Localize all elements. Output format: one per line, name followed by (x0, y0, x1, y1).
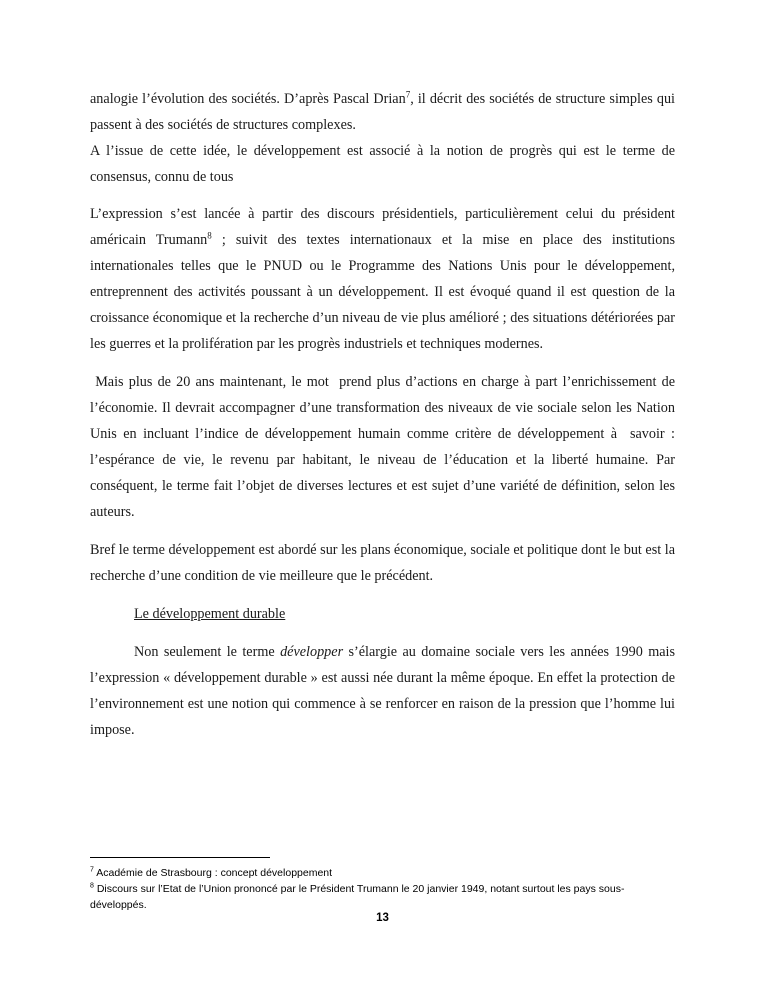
footnote-8: $^8$ Discours sur l’Etat de l’Union prononcé par le Président Trumann le 20 janvier 1949, notant surtout les pays sous-développés. (90, 882, 625, 911)
footnote-7: $^7$ Académie de Strasbourg : concept développement (90, 866, 333, 879)
paragraph-4: Mais plus de 20 ans maintenant, le mot prend plus d’actions en charge à part l’enrichissement de l’économie. Il devrait accompagner d’une transformation des niveaux de vie sociale selon les Nation Unis en incluant l’indice de développement humain comme critère de développement à savoir : l’espérance de vie, le revenu par habitant, le niveau de l’éducation et la liberté humaine. Par conséquent, le terme fait l’objet de diverses lectures et est sujet d’une variété de définition, selon les auteurs. (90, 374, 679, 520)
paragraph-2: A l’issue de cette idée, le développement est associé à la notion de progrès qui est le terme de consensus, connu de tous (90, 143, 675, 185)
footnotes (90, 865, 675, 913)
paragraph-5: Bref le terme développement est abordé sur les plans économique, sociale et politique dont le but est la recherche d’une condition de vie meilleure que le précédent. (90, 542, 675, 584)
body-text-5 (90, 639, 675, 743)
footnote-ref-8: 8 (207, 230, 212, 241)
body-text (90, 86, 675, 190)
page-number: 13 (376, 912, 389, 924)
section-heading: Le développement durable (134, 606, 286, 622)
paragraph-1: analogie l’évolution des sociétés. D’après Pascal Drian$^7$, il décrit des sociétés de structure simples qui passent à des sociétés de structures complexes. (90, 89, 676, 133)
footnote-separator (90, 857, 270, 858)
body-text-4 (90, 537, 675, 589)
body-text-3 (90, 369, 679, 525)
paragraph-6: Non seulement le terme développer s’élargie au domaine sociale vers les années 1990 mais l’expression « développement durable » est aussi née durant la même époque. En effet la protection de l’environnement est une notion qui commence à se renforcer en raison de la pression que l’homme lui impose. (90, 644, 675, 738)
footnote-ref-7: 7 (405, 89, 411, 100)
paragraph-3: L’expression s’est lancée à partir des discours présidentiels, particulièrement celui du président américain Trumann$^8$ ; suivit des textes internationaux et la mise en place des institutions internationales telles que le PNUD ou le Programme des Nations Unis pour le développement, entreprennent des activités poussant à un développement. Il est évoqué quand il est question de la croissance économique et la recherche d’un niveau de vie plus amélioré ; des situations détériorées par les guerres et la prolifération par les progrès industriels et techniques modernes. (90, 206, 675, 352)
section-heading-block (90, 601, 675, 627)
body-text-2 (90, 201, 675, 357)
